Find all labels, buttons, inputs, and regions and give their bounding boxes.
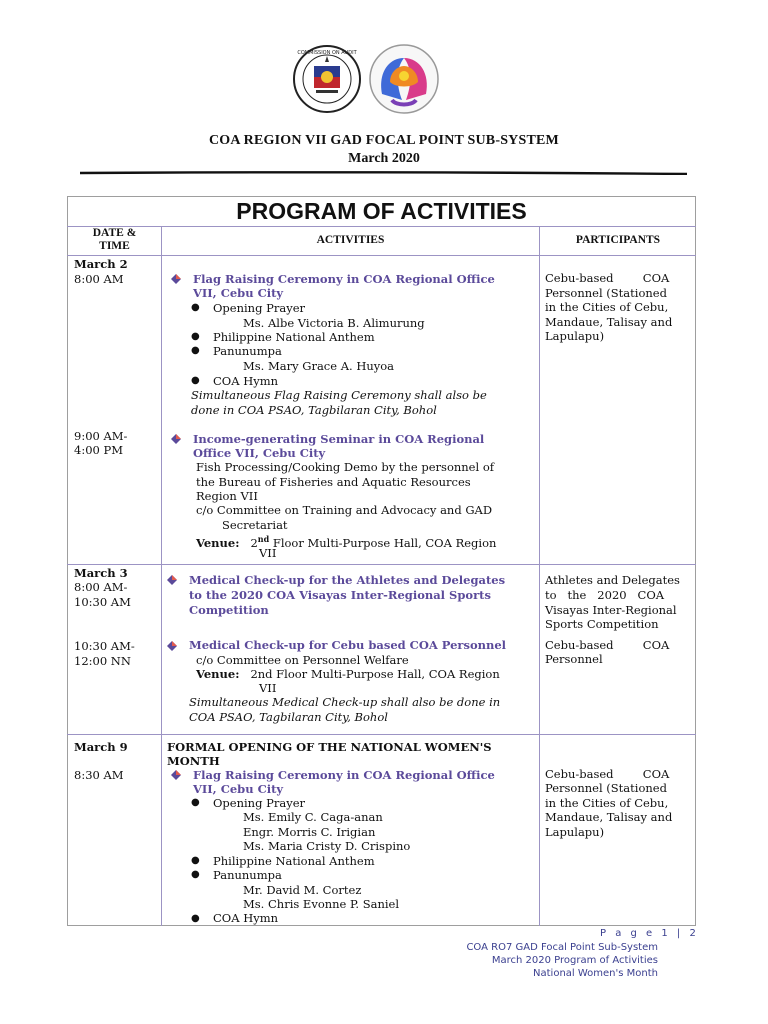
participants-text: Athletes and Delegates <box>545 573 680 587</box>
venue-text: VII <box>259 681 277 695</box>
diamond-bullet-icon <box>166 574 178 586</box>
participants-text: Personnel (Stationed <box>545 286 667 300</box>
header-date: DATE & TIME <box>92 227 137 252</box>
participants-text: to the 2020 COA <box>545 588 665 602</box>
activity-title: VII, Cebu City <box>193 286 284 300</box>
venue-line <box>196 667 500 682</box>
bullet-icon: ● <box>191 869 200 880</box>
note-text: Simultaneous Flag Raising Ceremony shall also be <box>191 388 487 402</box>
list-item: Philippine National Anthem <box>213 854 375 868</box>
activity-title: Competition <box>189 603 269 617</box>
activity-text: the Bureau of Fisheries and Aquatic Resources <box>196 475 471 489</box>
header-logos <box>292 44 472 114</box>
date-march-9: March 9 <box>74 740 128 754</box>
page-title: PROGRAM OF ACTIVITIES <box>236 198 527 224</box>
diamond-bullet-icon <box>166 640 178 652</box>
venue-text: Floor Multi-Purpose Hall, COA Region <box>269 535 497 550</box>
activity-title: VII, Cebu City <box>193 782 284 796</box>
header-participants: PARTICIPANTS <box>575 234 661 246</box>
participants-text: Mandaue, Talisay and <box>545 315 673 329</box>
footer-line: COA RO7 GAD Focal Point Sub-System <box>466 942 658 953</box>
activity-title: Flag Raising Ceremony in COA Regional Office <box>193 272 495 286</box>
bullet-icon: ● <box>191 302 200 313</box>
note-text: COA PSAO, Tagbilaran City, Bohol <box>189 710 388 724</box>
bullet-icon: ● <box>191 375 200 386</box>
person-name: Ms. Chris Evonne P. Saniel <box>243 897 400 911</box>
participants-text: in the Cities of Cebu, <box>545 300 669 314</box>
participants-text: Cebu-based COA <box>545 767 670 781</box>
participants-text: Lapulapu) <box>545 329 605 343</box>
time-cell: 8:00 AM <box>74 272 124 286</box>
diamond-bullet-icon <box>170 769 182 781</box>
participants-text: Personnel <box>545 652 603 666</box>
venue-superscript: nd <box>257 534 270 544</box>
participants-text: Mandaue, Talisay and <box>545 810 673 824</box>
header-activities: ACTIVITIES <box>316 234 385 246</box>
column-divider <box>539 226 540 926</box>
venue-label: Venue: <box>196 535 240 550</box>
bullet-icon: ● <box>191 345 200 356</box>
page-number: P a g e 1 | 2 <box>600 928 699 939</box>
time-cell: 10:30 AM <box>74 595 131 609</box>
list-item: COA Hymn <box>213 911 279 925</box>
report-month: March 2020 <box>348 151 420 166</box>
person-name: Ms. Mary Grace A. Huyoa <box>243 359 395 373</box>
bullet-icon: ● <box>191 331 200 342</box>
person-name: Ms. Emily C. Caga-anan <box>243 810 383 824</box>
time-cell: 10:30 AM- <box>74 639 135 653</box>
section-heading: FORMAL OPENING OF THE NATIONAL WOMEN'S <box>167 740 492 754</box>
bullet-icon: ● <box>191 855 200 866</box>
column-divider <box>161 226 162 926</box>
section-heading: MONTH <box>167 754 220 768</box>
time-cell: 8:00 AM- <box>74 580 128 594</box>
activity-text: Region VII <box>196 489 258 503</box>
person-name: Engr. Morris C. Irigian <box>243 825 376 839</box>
time-cell: 4:00 PM <box>74 443 123 457</box>
list-item: Philippine National Anthem <box>213 330 375 344</box>
activity-title: Medical Check-up for Cebu based COA Personnel <box>189 638 507 652</box>
participants-text: Lapulapu) <box>545 825 605 839</box>
venue-line <box>196 532 496 550</box>
person-name: Ms. Albe Victoria B. Alimurung <box>243 316 425 330</box>
gad-logo-icon <box>370 45 438 113</box>
activity-text: Fish Processing/Cooking Demo by the personnel of <box>196 460 495 474</box>
time-cell: 9:00 AM- <box>74 429 128 443</box>
bullet-icon: ● <box>191 797 200 808</box>
activity-text: Secretariat <box>222 518 288 532</box>
venue-text: 2nd Floor Multi-Purpose Hall, COA Region <box>250 667 500 681</box>
activity-title: to the 2020 COA Visayas Inter-Regional Sports <box>189 588 491 602</box>
coa-seal-icon <box>294 46 360 112</box>
bullet-icon: ● <box>191 913 200 924</box>
activity-text: c/o Committee on Personnel Welfare <box>196 653 409 667</box>
person-name: Mr. David M. Cortez <box>243 883 362 897</box>
activity-title: Income-generating Seminar in COA Regional <box>193 432 485 446</box>
activity-text: c/o Committee on Training and Advocacy and GAD <box>196 503 493 517</box>
list-item: Panunumpa <box>213 344 282 358</box>
participants-text: Sports Competition <box>545 617 659 631</box>
note-text: Simultaneous Medical Check-up shall also be done in <box>189 695 501 709</box>
header-rule <box>80 171 687 175</box>
participants-text: Visayas Inter-Regional <box>545 603 677 617</box>
date-march-2: March 2 <box>74 257 128 271</box>
participants-text: Personnel (Stationed <box>545 781 667 795</box>
svg-text:COMMISSION ON AUDIT: COMMISSION ON AUDIT <box>297 50 357 56</box>
venue-label: Venue: <box>196 667 240 681</box>
activity-title: Office VII, Cebu City <box>193 446 326 460</box>
participants-text: Cebu-based COA <box>545 271 670 285</box>
note-text: done in COA PSAO, Tagbilaran City, Bohol <box>191 403 437 417</box>
list-item: COA Hymn <box>213 374 279 388</box>
time-cell: 8:30 AM <box>74 768 124 782</box>
activity-title: Medical Check-up for the Athletes and Delegates <box>189 573 506 587</box>
list-item: Opening Prayer <box>213 301 305 315</box>
footer-line: National Women's Month <box>533 968 658 979</box>
date-march-3: March 3 <box>74 566 128 580</box>
diamond-bullet-icon <box>170 273 182 285</box>
list-item: Panunumpa <box>213 868 282 882</box>
org-title: COA REGION VII GAD FOCAL POINT SUB-SYSTEM <box>209 133 559 148</box>
venue-text: VII <box>259 546 277 560</box>
footer-line: March 2020 Program of Activities <box>491 955 658 966</box>
diamond-bullet-icon <box>170 433 182 445</box>
activity-title: Flag Raising Ceremony in COA Regional Office <box>193 768 495 782</box>
list-item: Opening Prayer <box>213 796 305 810</box>
venue-number: 2 <box>250 535 258 550</box>
time-cell: 12:00 NN <box>74 654 131 668</box>
participants-text: Cebu-based COA <box>545 638 670 652</box>
person-name: Ms. Maria Cristy D. Crispino <box>243 839 411 853</box>
participants-text: in the Cities of Cebu, <box>545 796 669 810</box>
